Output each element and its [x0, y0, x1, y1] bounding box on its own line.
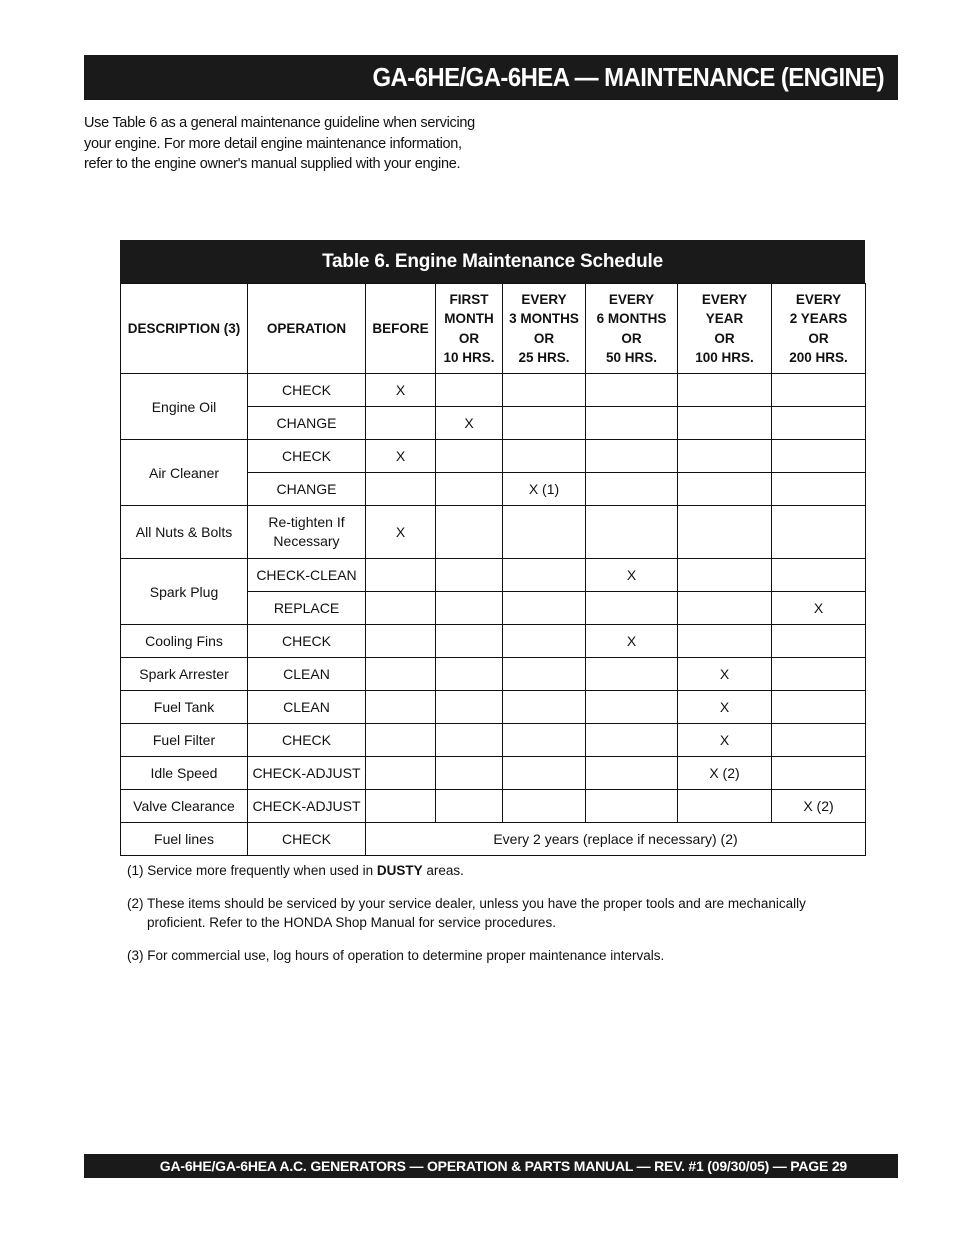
row-operation: CHECK: [248, 724, 366, 757]
table-cell: [678, 506, 772, 559]
maintenance-table-container: [120, 240, 865, 856]
header-operation: OPERATION: [248, 284, 366, 374]
fuel-lines-interval-note: Every 2 years (replace if necessary) (2): [366, 823, 866, 856]
table-cell: [436, 790, 503, 823]
table-cell: [366, 625, 436, 658]
table-cell: [586, 374, 678, 407]
table-cell: [772, 559, 866, 592]
row-description: Fuel lines: [121, 823, 248, 856]
table-cell: [436, 592, 503, 625]
table-cell: X (1): [503, 473, 586, 506]
table-cell: [678, 559, 772, 592]
table-cell: X: [586, 559, 678, 592]
page-footer-bar: [84, 1154, 898, 1178]
table-cell: [586, 691, 678, 724]
table-cell: [678, 473, 772, 506]
row-operation: REPLACE: [248, 592, 366, 625]
table-row: [121, 757, 866, 790]
table-cell: [678, 440, 772, 473]
table-cell: [503, 757, 586, 790]
header-six-months: EVERY 6 MONTHS OR 50 HRS.: [586, 284, 678, 374]
maintenance-schedule-table: [120, 283, 866, 856]
table-cell: X: [772, 592, 866, 625]
table-title: Table 6. Engine Maintenance Schedule: [120, 240, 865, 283]
table-cell: [436, 625, 503, 658]
row-operation: CHANGE: [248, 407, 366, 440]
row-operation: CHECK: [248, 440, 366, 473]
row-operation: CHECK-ADJUST: [248, 757, 366, 790]
table-cell: [772, 473, 866, 506]
row-operation: CLEAN: [248, 658, 366, 691]
table-cell: [503, 374, 586, 407]
header-before: BEFORE: [366, 284, 436, 374]
table-cell: [436, 440, 503, 473]
table-header-row: [121, 284, 866, 374]
table-cell: [436, 658, 503, 691]
table-row: [121, 724, 866, 757]
table-cell: X (2): [772, 790, 866, 823]
intro-line: refer to the engine owner's manual supplied with your engine.: [84, 156, 461, 172]
table-cell: X (2): [678, 757, 772, 790]
table-row: [121, 790, 866, 823]
table-cell: [503, 625, 586, 658]
table-cell: [366, 658, 436, 691]
table-cell: [503, 724, 586, 757]
table-cell: [586, 724, 678, 757]
table-cell: X: [436, 407, 503, 440]
table-cell: [366, 790, 436, 823]
page-title: GA-6HE/GA-6HEA — MAINTENANCE (ENGINE): [372, 62, 884, 92]
table-cell: [586, 473, 678, 506]
table-cell: [772, 757, 866, 790]
table-row: [121, 374, 866, 407]
header-two-years: EVERY 2 YEARS OR 200 HRS.: [772, 284, 866, 374]
table-cell: X: [678, 658, 772, 691]
table-cell: X: [366, 440, 436, 473]
table-cell: [436, 691, 503, 724]
row-operation: CHECK: [248, 823, 366, 856]
table-cell: X: [366, 506, 436, 559]
table-cell: [586, 592, 678, 625]
table-cell: [366, 407, 436, 440]
table-cell: X: [586, 625, 678, 658]
table-cell: [772, 440, 866, 473]
table-cell: [678, 790, 772, 823]
row-operation: CHANGE: [248, 473, 366, 506]
table-cell: [586, 757, 678, 790]
table-cell: [678, 407, 772, 440]
table-row: [121, 440, 866, 473]
table-cell: [366, 691, 436, 724]
table-cell: [586, 506, 678, 559]
footnote-1: (1) Service more frequently when used in DUSTY areas.: [127, 863, 464, 878]
table-cell: [366, 559, 436, 592]
table-cell: [436, 559, 503, 592]
intro-paragraph: [84, 113, 494, 175]
table-cell: [436, 473, 503, 506]
row-description: Engine Oil: [121, 374, 248, 440]
intro-line: Use Table 6 as a general maintenance guideline when servicing: [84, 115, 475, 131]
table-cell: [772, 407, 866, 440]
header-description: DESCRIPTION (3): [121, 284, 248, 374]
row-operation: Re-tighten If Necessary: [248, 506, 366, 559]
table-cell: [366, 592, 436, 625]
row-description: Valve Clearance: [121, 790, 248, 823]
table-cell: [503, 440, 586, 473]
table-cell: [586, 407, 678, 440]
table-cell: [586, 790, 678, 823]
header-three-months: EVERY 3 MONTHS OR 25 HRS.: [503, 284, 586, 374]
table-row: [121, 506, 866, 559]
table-row: [121, 658, 866, 691]
footnotes: [127, 861, 827, 978]
table-cell: [366, 757, 436, 790]
table-cell: [366, 473, 436, 506]
row-description: Cooling Fins: [121, 625, 248, 658]
table-row: [121, 559, 866, 592]
table-cell: [436, 757, 503, 790]
table-cell: [503, 559, 586, 592]
table-cell: [436, 506, 503, 559]
row-description: Air Cleaner: [121, 440, 248, 506]
table-cell: [503, 658, 586, 691]
row-description: Spark Plug: [121, 559, 248, 625]
table-cell: [436, 724, 503, 757]
table-cell: [772, 658, 866, 691]
row-operation: CHECK: [248, 374, 366, 407]
page-title-bar: [84, 55, 898, 100]
table-cell: [366, 724, 436, 757]
row-description: Fuel Filter: [121, 724, 248, 757]
table-cell: [772, 374, 866, 407]
row-description: Idle Speed: [121, 757, 248, 790]
row-operation: CLEAN: [248, 691, 366, 724]
table-cell: [503, 407, 586, 440]
table-row: [121, 691, 866, 724]
table-cell: X: [366, 374, 436, 407]
table-cell: [772, 625, 866, 658]
footnote-2: (2) These items should be serviced by your service dealer, unless you have the proper tools and are mechanically proficient. Refer to the HONDA Shop Manual for service procedures.: [127, 895, 806, 930]
row-description: Fuel Tank: [121, 691, 248, 724]
table-cell: [503, 691, 586, 724]
header-every-year: EVERY YEAR OR 100 HRS.: [678, 284, 772, 374]
table-cell: [436, 374, 503, 407]
table-cell: [772, 724, 866, 757]
table-cell: [772, 691, 866, 724]
page-footer-text: GA-6HE/GA-6HEA A.C. GENERATORS — OPERATION & PARTS MANUAL — REV. #1 (09/30/05) — PAGE 29: [159, 1158, 847, 1174]
table-row: [121, 823, 866, 856]
table-cell: [503, 790, 586, 823]
footnote-3: (3) For commercial use, log hours of operation to determine proper maintenance intervals.: [127, 947, 665, 963]
table-row: [121, 625, 866, 658]
table-cell: [586, 658, 678, 691]
row-operation: CHECK-ADJUST: [248, 790, 366, 823]
table-cell: [586, 440, 678, 473]
row-operation: CHECK: [248, 625, 366, 658]
intro-line: your engine. For more detail engine maintenance information,: [84, 135, 462, 152]
table-cell: [772, 506, 866, 559]
table-cell: [678, 625, 772, 658]
table-cell: [678, 592, 772, 625]
row-operation: CHECK-CLEAN: [248, 559, 366, 592]
table-cell: X: [678, 691, 772, 724]
row-description: Spark Arrester: [121, 658, 248, 691]
table-cell: [678, 374, 772, 407]
table-cell: X: [678, 724, 772, 757]
table-cell: [503, 506, 586, 559]
table-cell: [503, 592, 586, 625]
row-description: All Nuts & Bolts: [121, 506, 248, 559]
header-first-month: FIRST MONTH OR 10 HRS.: [436, 284, 503, 374]
